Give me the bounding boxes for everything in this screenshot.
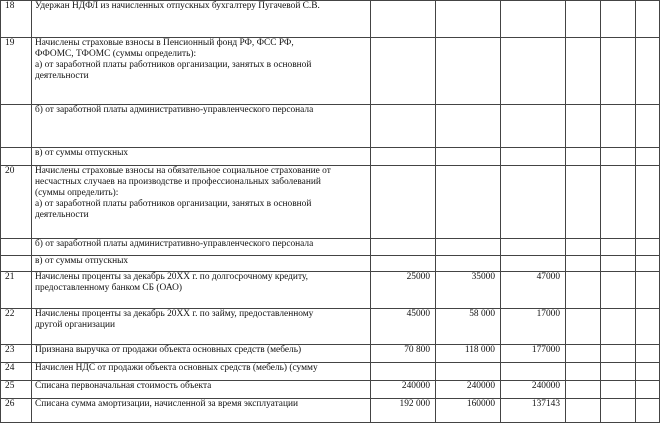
amount-variant-3: 137143 [501,399,566,423]
amount-variant-2: 240000 [436,381,501,399]
empty-cell [636,256,660,272]
row-number: 21 [1,272,32,309]
empty-cell [601,363,636,381]
row-number: 26 [1,399,32,423]
amount-variant-1 [371,148,436,166]
operation-description [32,148,371,166]
empty-cell [636,166,660,239]
operation-description [32,1,371,38]
description-line: а) от заработной платы работников организации, занятых в основной [35,60,312,70]
row-number: 18 [1,1,32,38]
description-line: в) от суммы отпускных [35,148,129,158]
table-row [1,239,660,256]
description-line: ФФОМС, ТФОМС (суммы определить): [35,49,197,59]
empty-cell [636,105,660,148]
amount-variant-3 [501,166,566,239]
table-body [1,1,660,423]
amount-variant-2 [436,148,501,166]
operation-description [32,345,371,363]
amount-variant-3 [501,148,566,166]
description-block [35,38,367,82]
description-line: Начислен НДС от продажи объекта основных средств (мебель) (сумму [35,363,318,373]
amount-variant-3: 17000 [501,309,566,345]
empty-cell [636,38,660,105]
operation-description [32,363,371,381]
empty-cell [636,272,660,309]
description-line: Начислены проценты за декабрь 20ХХ г. по займу, предоставленному [35,309,314,319]
amount-variant-2 [436,38,501,105]
empty-cell [601,272,636,309]
table-row [1,309,660,345]
amount-variant-2: 35000 [436,272,501,309]
description-block [35,345,367,356]
empty-cell [636,239,660,256]
table-row [1,363,660,381]
table-row [1,148,660,166]
amount-variant-2: 118 000 [436,345,501,363]
description-line: Удержан НДФЛ из начисленных отпускных бухгалтеру Пугачевой С.В. [35,1,320,11]
description-block [35,272,367,294]
description-block [35,399,367,410]
amount-variant-1: 45000 [371,309,436,345]
table-row [1,399,660,423]
empty-cell [566,105,601,148]
operation-description [32,105,371,148]
amount-variant-2 [436,256,501,272]
amount-variant-2 [436,239,501,256]
table-row [1,256,660,272]
amount-variant-3: 240000 [501,381,566,399]
amount-variant-2 [436,166,501,239]
operation-description [32,399,371,423]
amount-variant-3: 177000 [501,345,566,363]
amount-variant-1 [371,105,436,148]
amount-variant-3 [501,256,566,272]
empty-cell [601,239,636,256]
amount-variant-1 [371,1,436,38]
description-line: Признана выручка от продажи объекта основных средств (мебель) [35,345,302,355]
description-line: Списана сумма амортизации, начисленной за время эксплуатации [35,399,299,409]
empty-cell [601,38,636,105]
row-number: 19 [1,38,32,105]
description-line: а) от заработной платы работников организации, занятых в основной [35,199,312,209]
empty-cell [601,1,636,38]
empty-cell [601,148,636,166]
row-number: 22 [1,309,32,345]
empty-cell [636,309,660,345]
amount-variant-3 [501,38,566,105]
table-row [1,38,660,105]
operation-description [32,239,371,256]
description-line: деятельности [35,71,89,81]
description-block [35,239,367,250]
empty-cell [566,399,601,423]
operation-description [32,166,371,239]
empty-cell [636,381,660,399]
empty-cell [636,399,660,423]
amount-variant-1 [371,38,436,105]
empty-cell [601,399,636,423]
amount-variant-1 [371,166,436,239]
description-line: Начислены проценты за декабрь 20ХХ г. по долгосрочному кредиту, [35,272,309,282]
description-block [35,363,367,374]
description-block [35,166,367,221]
empty-cell [566,309,601,345]
empty-cell [566,272,601,309]
amount-variant-2: 160000 [436,399,501,423]
amount-variant-1: 192 000 [371,399,436,423]
table-row [1,381,660,399]
description-line: (суммы определить): [35,188,119,198]
amount-variant-1: 70 800 [371,345,436,363]
row-number [1,148,32,166]
operation-description [32,309,371,345]
table-row [1,105,660,148]
description-line: несчастных случаев на производстве и профессиональных заболеваний [35,177,321,187]
amount-variant-2 [436,363,501,381]
table-row [1,272,660,309]
operation-description [32,38,371,105]
amount-variant-1 [371,363,436,381]
description-block [35,256,367,267]
empty-cell [566,363,601,381]
amount-variant-3 [501,1,566,38]
empty-cell [636,345,660,363]
operation-description [32,256,371,272]
table-row [1,1,660,38]
operation-description [32,272,371,309]
row-number [1,256,32,272]
amount-variant-1: 25000 [371,272,436,309]
description-line: деятельности [35,210,89,220]
amount-variant-3 [501,239,566,256]
description-block [35,381,367,392]
description-line: Начислены страховые взносы на обязательное социальное страхование от [35,166,331,176]
amount-variant-2 [436,105,501,148]
empty-cell [566,239,601,256]
amount-variant-1 [371,256,436,272]
row-number [1,239,32,256]
empty-cell [566,1,601,38]
description-block [35,148,367,159]
empty-cell [636,1,660,38]
amount-variant-3 [501,105,566,148]
empty-cell [636,363,660,381]
amount-variant-1 [371,239,436,256]
empty-cell [566,166,601,239]
description-line: другой организации [35,320,116,330]
description-block [35,105,367,116]
table-row [1,166,660,239]
amount-variant-3: 47000 [501,272,566,309]
table-row [1,345,660,363]
empty-cell [601,166,636,239]
description-line: б) от заработной платы административно-управленческого персонала [35,239,314,249]
empty-cell [601,381,636,399]
row-number: 25 [1,381,32,399]
row-number: 24 [1,363,32,381]
empty-cell [566,256,601,272]
description-line: Начислены страховые взносы в Пенсионный фонд РФ, ФСС РФ, [35,38,294,48]
empty-cell [566,345,601,363]
row-number [1,105,32,148]
description-block [35,1,367,12]
description-line: предоставленному банком СБ (ОАО) [35,283,183,293]
amount-variant-2: 58 000 [436,309,501,345]
operation-description [32,381,371,399]
amount-variant-1: 240000 [371,381,436,399]
empty-cell [566,381,601,399]
empty-cell [601,105,636,148]
description-line: б) от заработной платы административно-управленческого персонала [35,105,314,115]
empty-cell [636,148,660,166]
description-block [35,309,367,331]
empty-cell [601,309,636,345]
row-number: 20 [1,166,32,239]
empty-cell [601,256,636,272]
description-line: в) от суммы отпускных [35,256,129,266]
description-line: Списана первоначальная стоимость объекта [35,381,212,391]
amount-variant-3 [501,363,566,381]
amount-variant-2 [436,1,501,38]
empty-cell [566,148,601,166]
empty-cell [566,38,601,105]
empty-cell [601,345,636,363]
row-number: 23 [1,345,32,363]
